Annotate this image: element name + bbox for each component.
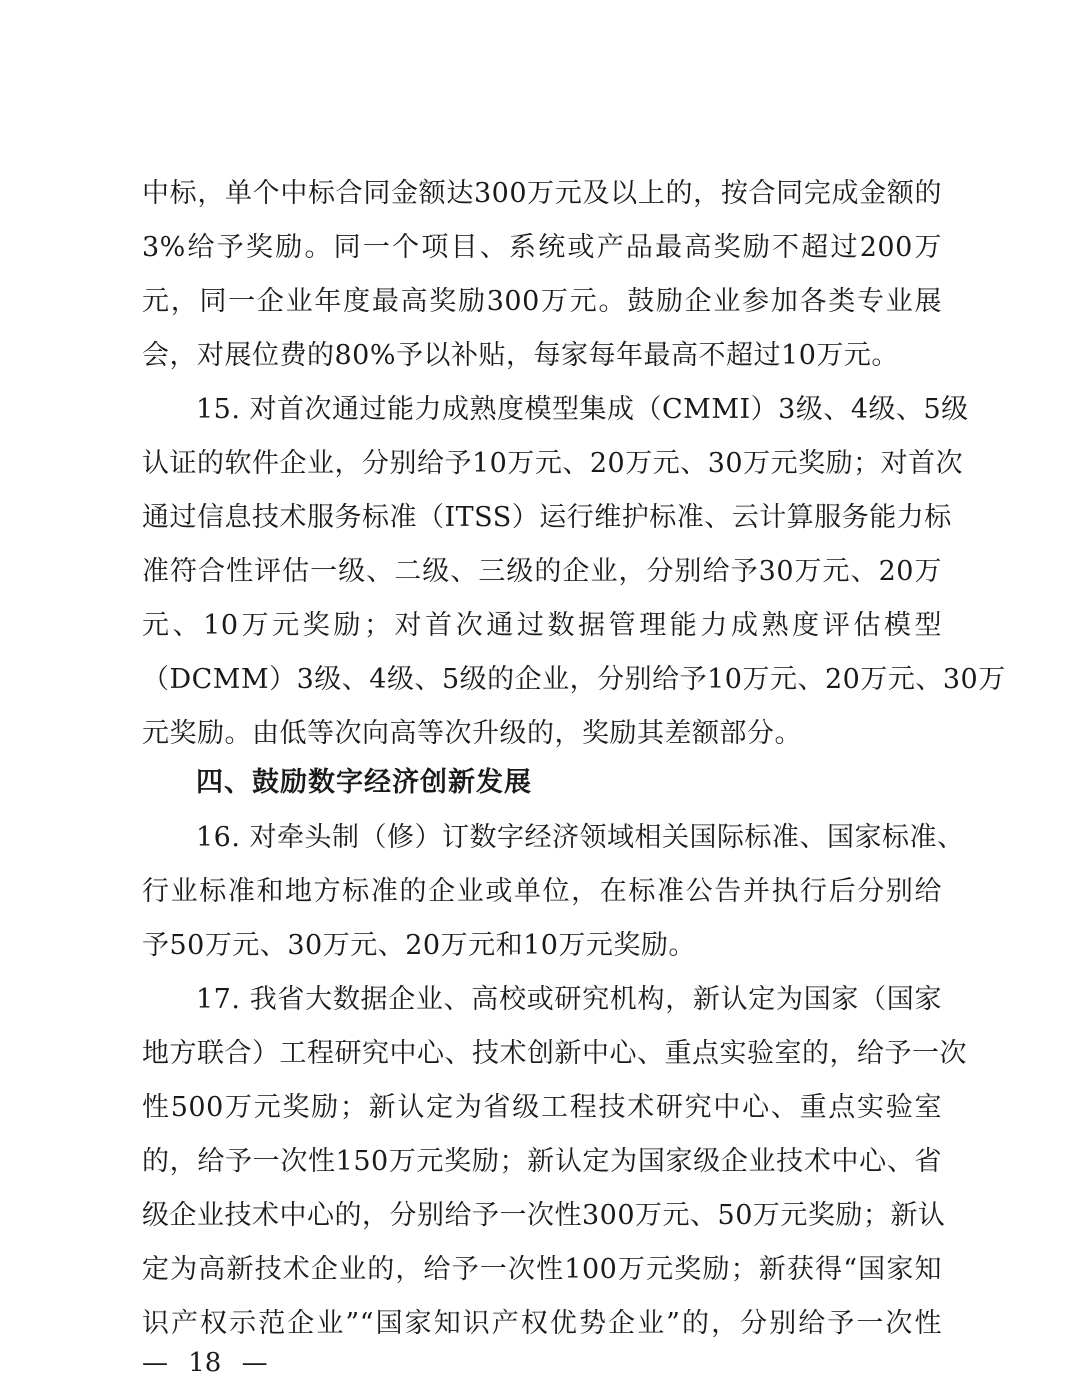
body-line: 中标，单个中标合同金额达300万元及以上的，按合同完成金额的: [142, 178, 942, 209]
body-line: 的，给予一次性150万元奖励；新认定为国家级企业技术中心、省: [142, 1146, 942, 1177]
paragraph-16-start: 16. 对牵头制（修）订数字经济领域相关国际标准、国家标准、: [196, 822, 965, 853]
body-line: （DCMM）3级、4级、5级的企业，分别给予10万元、20万元、30万: [142, 664, 1006, 695]
body-line: 元、10万元奖励；对首次通过数据管理能力成熟度评估模型: [142, 610, 942, 641]
page-number: [142, 1343, 268, 1383]
section-heading: 四、鼓励数字经济创新发展: [196, 767, 532, 798]
body-line: 级企业技术中心的，分别给予一次性300万元、50万元奖励；新认: [142, 1200, 946, 1231]
body-line: 准符合性评估一级、二级、三级的企业，分别给予30万元、20万: [142, 556, 942, 587]
page-number-value: 18: [188, 1348, 222, 1378]
page-number-dash-left: —: [142, 1348, 168, 1378]
paragraph-17-start: 17. 我省大数据企业、高校或研究机构，新认定为国家（国家: [196, 984, 942, 1015]
body-line: 地方联合）工程研究中心、技术创新中心、重点实验室的，给予一次: [142, 1038, 967, 1069]
page-number-dash-right: —: [241, 1348, 268, 1378]
body-line: 元奖励。由低等次向高等次升级的，奖励其差额部分。: [142, 718, 802, 749]
body-line: 3%给予奖励。同一个项目、系统或产品最高奖励不超过200万: [142, 232, 942, 263]
body-line: 元，同一企业年度最高奖励300万元。鼓励企业参加各类专业展: [142, 286, 942, 317]
body-line: 识产权示范企业”“国家知识产权优势企业”的，分别给予一次性: [142, 1308, 942, 1339]
body-line: 予50万元、30万元、20万元和10万元奖励。: [142, 930, 696, 961]
body-line: 定为高新技术企业的，给予一次性100万元奖励；新获得“国家知: [142, 1254, 942, 1285]
body-line: 行业标准和地方标准的企业或单位，在标准公告并执行后分别给: [142, 876, 942, 907]
body-line: 会，对展位费的80%予以补贴，每家每年最高不超过10万元。: [142, 340, 899, 371]
paragraph-15-start: 15. 对首次通过能力成熟度模型集成（CMMI）3级、4级、5级: [196, 394, 969, 425]
body-line: 认证的软件企业，分别给予10万元、20万元、30万元奖励；对首次: [142, 448, 964, 479]
body-line: 通过信息技术服务标准（ITSS）运行维护标准、云计算服务能力标: [142, 502, 952, 533]
body-line: 性500万元奖励；新认定为省级工程技术研究中心、重点实验室: [142, 1092, 942, 1123]
